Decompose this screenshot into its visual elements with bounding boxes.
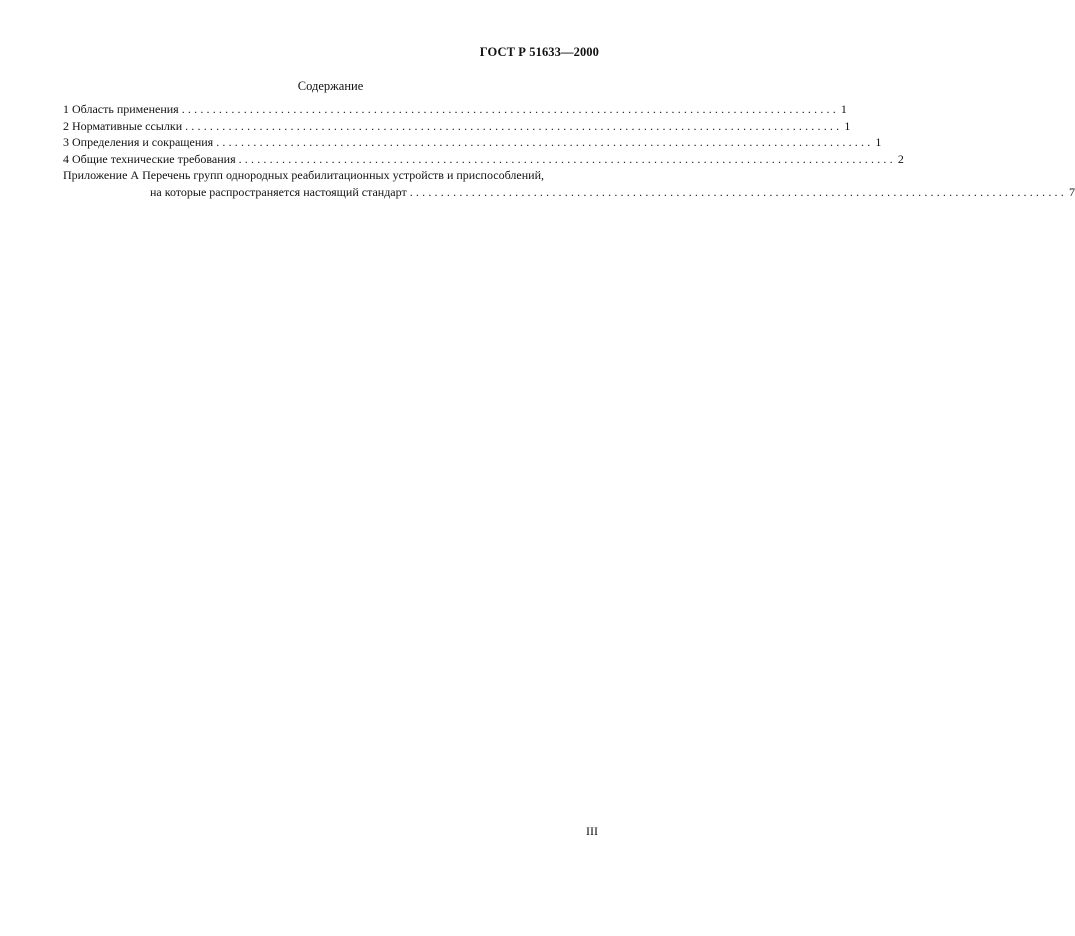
document-code: ГОСТ Р 51633—2000 — [479, 45, 599, 59]
toc-entry-appendix-a[interactable] — [63, 167, 1075, 200]
toc-entry-references[interactable] — [63, 118, 851, 135]
toc-entry-definitions[interactable] — [63, 134, 882, 151]
toc-entry-label: 2 Нормативные ссылки — [63, 118, 183, 133]
toc-entry-page: 2 — [897, 151, 904, 166]
toc-entry-label: 3 Определения и сокращения — [63, 135, 214, 149]
toc-title: Содержание — [297, 79, 364, 93]
toc-appendix-line2-row — [63, 184, 1075, 201]
toc-entry-page: 1 — [840, 102, 847, 116]
page-number: III — [586, 824, 598, 838]
toc-entry-scope[interactable] — [63, 101, 847, 118]
toc-entry-requirements[interactable] — [63, 151, 904, 168]
toc-leader: .......................................................................................................... — [409, 184, 1067, 199]
toc-entry-label: 1 Область применения — [63, 102, 179, 116]
table-of-contents — [63, 101, 1075, 200]
toc-leader: .......................................................................................................... — [216, 135, 874, 149]
toc-appendix-line2: на которые распространяется настоящий стандарт — [150, 184, 407, 199]
toc-appendix-line1: Приложение А Перечень групп однородных реабилитационных устройств и приспособлений, — [63, 168, 544, 182]
toc-entry-page: 1 — [875, 135, 882, 149]
toc-entry-page: 1 — [844, 118, 851, 133]
toc-leader: .......................................................................................................... — [185, 118, 843, 133]
toc-leader: .......................................................................................................... — [238, 151, 896, 166]
toc-entry-label: 4 Общие технические требования — [63, 151, 236, 166]
toc-leader: .......................................................................................................... — [181, 102, 839, 116]
toc-entry-page: 7 — [1068, 184, 1075, 199]
